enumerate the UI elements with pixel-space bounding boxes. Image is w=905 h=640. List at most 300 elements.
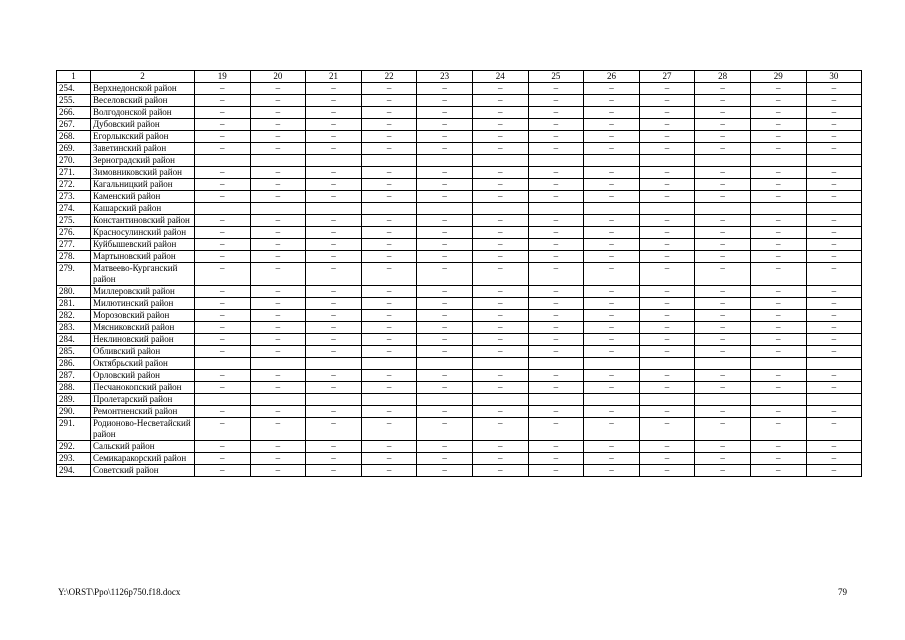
- value-cell: –: [472, 95, 528, 107]
- row-number: 288.: [57, 382, 91, 394]
- value-cell: –: [472, 119, 528, 131]
- value-cell: –: [806, 418, 862, 441]
- value-cell: [417, 155, 473, 167]
- value-cell: –: [250, 179, 306, 191]
- value-cell: –: [639, 239, 695, 251]
- value-cell: –: [806, 143, 862, 155]
- value-cell: –: [695, 131, 751, 143]
- value-cell: –: [750, 107, 806, 119]
- value-cell: –: [750, 310, 806, 322]
- value-cell: –: [306, 310, 362, 322]
- value-cell: [417, 394, 473, 406]
- district-name: Зимовниковский район: [91, 167, 195, 179]
- value-cell: –: [750, 298, 806, 310]
- district-name: Кагальницкий район: [91, 179, 195, 191]
- value-cell: [472, 394, 528, 406]
- value-cell: –: [584, 131, 640, 143]
- value-cell: –: [584, 286, 640, 298]
- row-number: 271.: [57, 167, 91, 179]
- value-cell: –: [750, 346, 806, 358]
- value-cell: –: [528, 131, 584, 143]
- value-cell: –: [639, 167, 695, 179]
- value-cell: –: [750, 441, 806, 453]
- value-cell: –: [417, 227, 473, 239]
- value-cell: –: [195, 83, 251, 95]
- row-number: 280.: [57, 286, 91, 298]
- district-name: Милютинский район: [91, 298, 195, 310]
- district-name: Заветинский район: [91, 143, 195, 155]
- value-cell: –: [306, 334, 362, 346]
- value-cell: –: [750, 370, 806, 382]
- row-number: 290.: [57, 406, 91, 418]
- value-cell: –: [750, 131, 806, 143]
- value-cell: –: [806, 263, 862, 286]
- value-cell: –: [584, 322, 640, 334]
- value-cell: –: [417, 418, 473, 441]
- value-cell: –: [528, 191, 584, 203]
- value-cell: –: [417, 298, 473, 310]
- value-cell: –: [528, 370, 584, 382]
- value-cell: –: [750, 418, 806, 441]
- value-cell: –: [472, 298, 528, 310]
- value-cell: –: [361, 215, 417, 227]
- value-cell: –: [528, 239, 584, 251]
- table-row: [57, 155, 862, 167]
- value-cell: –: [750, 453, 806, 465]
- value-cell: –: [306, 298, 362, 310]
- value-cell: –: [306, 441, 362, 453]
- district-name: Советский район: [91, 465, 195, 477]
- value-cell: –: [472, 191, 528, 203]
- value-cell: –: [584, 239, 640, 251]
- value-cell: –: [472, 143, 528, 155]
- value-cell: –: [584, 119, 640, 131]
- table-row: [57, 203, 862, 215]
- value-cell: [472, 203, 528, 215]
- value-cell: –: [195, 191, 251, 203]
- value-cell: –: [306, 322, 362, 334]
- row-number: 275.: [57, 215, 91, 227]
- value-cell: –: [806, 310, 862, 322]
- value-cell: [528, 358, 584, 370]
- value-cell: –: [750, 83, 806, 95]
- table-row: [57, 83, 862, 95]
- value-cell: –: [806, 441, 862, 453]
- value-cell: –: [584, 465, 640, 477]
- value-cell: –: [306, 251, 362, 263]
- value-cell: –: [750, 215, 806, 227]
- value-cell: –: [695, 251, 751, 263]
- value-cell: –: [250, 167, 306, 179]
- value-cell: –: [528, 382, 584, 394]
- value-cell: –: [361, 131, 417, 143]
- table-row: [57, 286, 862, 298]
- value-cell: [584, 394, 640, 406]
- row-number: 291.: [57, 418, 91, 441]
- value-cell: –: [750, 322, 806, 334]
- value-cell: –: [528, 227, 584, 239]
- value-cell: –: [472, 263, 528, 286]
- value-cell: –: [806, 370, 862, 382]
- value-cell: –: [639, 95, 695, 107]
- value-cell: –: [806, 465, 862, 477]
- value-cell: –: [584, 107, 640, 119]
- value-cell: [806, 394, 862, 406]
- table-row: [57, 334, 862, 346]
- value-cell: –: [361, 453, 417, 465]
- value-cell: –: [472, 465, 528, 477]
- value-cell: –: [250, 382, 306, 394]
- table-row: [57, 263, 862, 286]
- footer-file-path: Y:\ORST\Ppo\1126p750.f18.docx: [58, 587, 181, 597]
- header-cell: 30: [806, 71, 862, 83]
- value-cell: –: [528, 406, 584, 418]
- value-cell: –: [528, 95, 584, 107]
- value-cell: –: [528, 322, 584, 334]
- header-cell: 2: [91, 71, 195, 83]
- value-cell: –: [195, 167, 251, 179]
- value-cell: –: [306, 83, 362, 95]
- row-number: 289.: [57, 394, 91, 406]
- value-cell: –: [250, 215, 306, 227]
- district-name: Веселовский район: [91, 95, 195, 107]
- value-cell: –: [195, 418, 251, 441]
- row-number: 278.: [57, 251, 91, 263]
- value-cell: –: [195, 263, 251, 286]
- value-cell: –: [806, 334, 862, 346]
- value-cell: –: [361, 334, 417, 346]
- value-cell: –: [361, 239, 417, 251]
- value-cell: –: [472, 346, 528, 358]
- district-name: Куйбышевский район: [91, 239, 195, 251]
- value-cell: –: [195, 227, 251, 239]
- value-cell: –: [417, 107, 473, 119]
- value-cell: –: [528, 346, 584, 358]
- value-cell: –: [472, 310, 528, 322]
- district-table: [56, 70, 862, 477]
- value-cell: –: [472, 322, 528, 334]
- value-cell: –: [584, 263, 640, 286]
- value-cell: –: [250, 95, 306, 107]
- value-cell: –: [750, 263, 806, 286]
- value-cell: –: [695, 418, 751, 441]
- value-cell: –: [195, 179, 251, 191]
- value-cell: –: [528, 215, 584, 227]
- value-cell: –: [695, 143, 751, 155]
- header-cell: 27: [639, 71, 695, 83]
- district-name: Октябрьский район: [91, 358, 195, 370]
- value-cell: [584, 358, 640, 370]
- district-name: Каменский район: [91, 191, 195, 203]
- value-cell: –: [195, 286, 251, 298]
- value-cell: –: [695, 453, 751, 465]
- value-cell: –: [695, 167, 751, 179]
- value-cell: –: [695, 310, 751, 322]
- value-cell: –: [584, 370, 640, 382]
- value-cell: –: [472, 167, 528, 179]
- value-cell: –: [472, 370, 528, 382]
- district-name: Зерноградский район: [91, 155, 195, 167]
- value-cell: –: [639, 465, 695, 477]
- district-name: Мартыновский район: [91, 251, 195, 263]
- value-cell: –: [250, 83, 306, 95]
- header-cell: 21: [306, 71, 362, 83]
- value-cell: –: [250, 310, 306, 322]
- value-cell: –: [472, 334, 528, 346]
- value-cell: –: [306, 370, 362, 382]
- row-number: 276.: [57, 227, 91, 239]
- value-cell: –: [695, 406, 751, 418]
- value-cell: [250, 358, 306, 370]
- district-name: Кашарский район: [91, 203, 195, 215]
- district-name: Песчанокопский район: [91, 382, 195, 394]
- value-cell: –: [417, 406, 473, 418]
- value-cell: [695, 155, 751, 167]
- value-cell: –: [361, 322, 417, 334]
- value-cell: –: [417, 441, 473, 453]
- value-cell: –: [806, 119, 862, 131]
- value-cell: –: [528, 310, 584, 322]
- value-cell: –: [195, 95, 251, 107]
- value-cell: –: [195, 119, 251, 131]
- value-cell: [472, 155, 528, 167]
- value-cell: –: [750, 406, 806, 418]
- value-cell: –: [306, 143, 362, 155]
- value-cell: [639, 394, 695, 406]
- value-cell: –: [250, 346, 306, 358]
- header-cell: 22: [361, 71, 417, 83]
- header-cell: 28: [695, 71, 751, 83]
- value-cell: –: [639, 298, 695, 310]
- table-row: [57, 298, 862, 310]
- header-cell: 24: [472, 71, 528, 83]
- value-cell: –: [195, 346, 251, 358]
- row-number: 268.: [57, 131, 91, 143]
- value-cell: –: [306, 406, 362, 418]
- value-cell: –: [306, 465, 362, 477]
- value-cell: –: [639, 143, 695, 155]
- value-cell: –: [695, 239, 751, 251]
- value-cell: –: [472, 215, 528, 227]
- value-cell: –: [806, 167, 862, 179]
- table-row: [57, 322, 862, 334]
- value-cell: –: [639, 286, 695, 298]
- value-cell: –: [250, 465, 306, 477]
- value-cell: –: [750, 251, 806, 263]
- district-name: Егорлыкский район: [91, 131, 195, 143]
- value-cell: –: [695, 382, 751, 394]
- table-row: [57, 453, 862, 465]
- value-cell: –: [584, 441, 640, 453]
- value-cell: –: [806, 227, 862, 239]
- value-cell: [639, 155, 695, 167]
- value-cell: –: [195, 370, 251, 382]
- value-cell: [361, 203, 417, 215]
- value-cell: –: [472, 406, 528, 418]
- value-cell: –: [584, 215, 640, 227]
- value-cell: –: [639, 334, 695, 346]
- value-cell: –: [695, 107, 751, 119]
- value-cell: –: [639, 227, 695, 239]
- value-cell: –: [472, 227, 528, 239]
- value-cell: [584, 155, 640, 167]
- value-cell: –: [361, 370, 417, 382]
- value-cell: –: [695, 263, 751, 286]
- value-cell: –: [417, 239, 473, 251]
- value-cell: [195, 155, 251, 167]
- table-row: [57, 465, 862, 477]
- table-row: [57, 95, 862, 107]
- value-cell: [750, 358, 806, 370]
- value-cell: [250, 394, 306, 406]
- value-cell: –: [695, 95, 751, 107]
- row-number: 292.: [57, 441, 91, 453]
- value-cell: –: [695, 227, 751, 239]
- value-cell: –: [361, 227, 417, 239]
- district-name: Морозовский район: [91, 310, 195, 322]
- value-cell: –: [361, 95, 417, 107]
- value-cell: –: [750, 167, 806, 179]
- value-cell: –: [417, 465, 473, 477]
- value-cell: –: [639, 179, 695, 191]
- value-cell: –: [417, 83, 473, 95]
- value-cell: –: [195, 441, 251, 453]
- value-cell: –: [417, 131, 473, 143]
- value-cell: –: [417, 286, 473, 298]
- row-number: 267.: [57, 119, 91, 131]
- value-cell: –: [639, 370, 695, 382]
- value-cell: –: [250, 418, 306, 441]
- value-cell: –: [250, 191, 306, 203]
- value-cell: –: [361, 191, 417, 203]
- value-cell: –: [250, 286, 306, 298]
- table-row: [57, 131, 862, 143]
- value-cell: –: [195, 239, 251, 251]
- value-cell: –: [195, 310, 251, 322]
- value-cell: –: [417, 95, 473, 107]
- row-number: 294.: [57, 465, 91, 477]
- value-cell: –: [584, 83, 640, 95]
- value-cell: –: [306, 263, 362, 286]
- table-row: [57, 418, 862, 441]
- table-row: [57, 239, 862, 251]
- value-cell: –: [806, 322, 862, 334]
- page-number: 79: [838, 587, 847, 597]
- table-row: [57, 227, 862, 239]
- value-cell: –: [639, 107, 695, 119]
- value-cell: [361, 358, 417, 370]
- value-cell: –: [584, 143, 640, 155]
- value-cell: –: [306, 119, 362, 131]
- value-cell: –: [639, 251, 695, 263]
- district-name: Обливский район: [91, 346, 195, 358]
- value-cell: –: [806, 131, 862, 143]
- row-number: 286.: [57, 358, 91, 370]
- value-cell: –: [361, 107, 417, 119]
- value-cell: –: [806, 107, 862, 119]
- value-cell: –: [584, 346, 640, 358]
- row-number: 269.: [57, 143, 91, 155]
- value-cell: [584, 203, 640, 215]
- table-row: [57, 310, 862, 322]
- value-cell: –: [584, 406, 640, 418]
- value-cell: –: [417, 167, 473, 179]
- value-cell: –: [306, 418, 362, 441]
- value-cell: –: [361, 167, 417, 179]
- value-cell: –: [750, 382, 806, 394]
- value-cell: –: [639, 453, 695, 465]
- value-cell: –: [250, 334, 306, 346]
- district-name: Ремонтненский район: [91, 406, 195, 418]
- value-cell: –: [417, 215, 473, 227]
- value-cell: –: [361, 418, 417, 441]
- district-name: Орловский район: [91, 370, 195, 382]
- value-cell: [639, 358, 695, 370]
- district-name: Родионово-Несветайский район: [91, 418, 195, 441]
- value-cell: –: [306, 239, 362, 251]
- district-name: Верхнедонской район: [91, 83, 195, 95]
- header-cell: 20: [250, 71, 306, 83]
- value-cell: [195, 203, 251, 215]
- value-cell: –: [695, 298, 751, 310]
- value-cell: –: [250, 370, 306, 382]
- value-cell: –: [695, 215, 751, 227]
- value-cell: –: [306, 453, 362, 465]
- value-cell: [472, 358, 528, 370]
- district-name: Сальский район: [91, 441, 195, 453]
- row-number: 273.: [57, 191, 91, 203]
- value-cell: –: [806, 191, 862, 203]
- value-cell: –: [528, 298, 584, 310]
- value-cell: –: [195, 298, 251, 310]
- value-cell: –: [750, 143, 806, 155]
- value-cell: –: [472, 83, 528, 95]
- table-row: [57, 394, 862, 406]
- value-cell: –: [250, 298, 306, 310]
- value-cell: –: [695, 465, 751, 477]
- value-cell: –: [695, 346, 751, 358]
- value-cell: –: [639, 131, 695, 143]
- value-cell: –: [250, 107, 306, 119]
- value-cell: [750, 203, 806, 215]
- value-cell: –: [695, 322, 751, 334]
- value-cell: –: [250, 227, 306, 239]
- value-cell: –: [361, 251, 417, 263]
- row-number: 282.: [57, 310, 91, 322]
- value-cell: –: [528, 418, 584, 441]
- value-cell: –: [639, 215, 695, 227]
- value-cell: [306, 394, 362, 406]
- district-name: Матвеево-Курганский район: [91, 263, 195, 286]
- value-cell: –: [195, 382, 251, 394]
- header-row: [57, 71, 862, 83]
- value-cell: –: [417, 191, 473, 203]
- value-cell: –: [528, 465, 584, 477]
- value-cell: [806, 155, 862, 167]
- header-cell: 26: [584, 71, 640, 83]
- value-cell: –: [584, 227, 640, 239]
- value-cell: –: [528, 119, 584, 131]
- value-cell: –: [639, 382, 695, 394]
- table-row: [57, 370, 862, 382]
- value-cell: –: [472, 453, 528, 465]
- value-cell: –: [195, 107, 251, 119]
- value-cell: –: [195, 406, 251, 418]
- value-cell: –: [472, 179, 528, 191]
- value-cell: –: [250, 239, 306, 251]
- header-cell: 1: [57, 71, 91, 83]
- value-cell: –: [250, 322, 306, 334]
